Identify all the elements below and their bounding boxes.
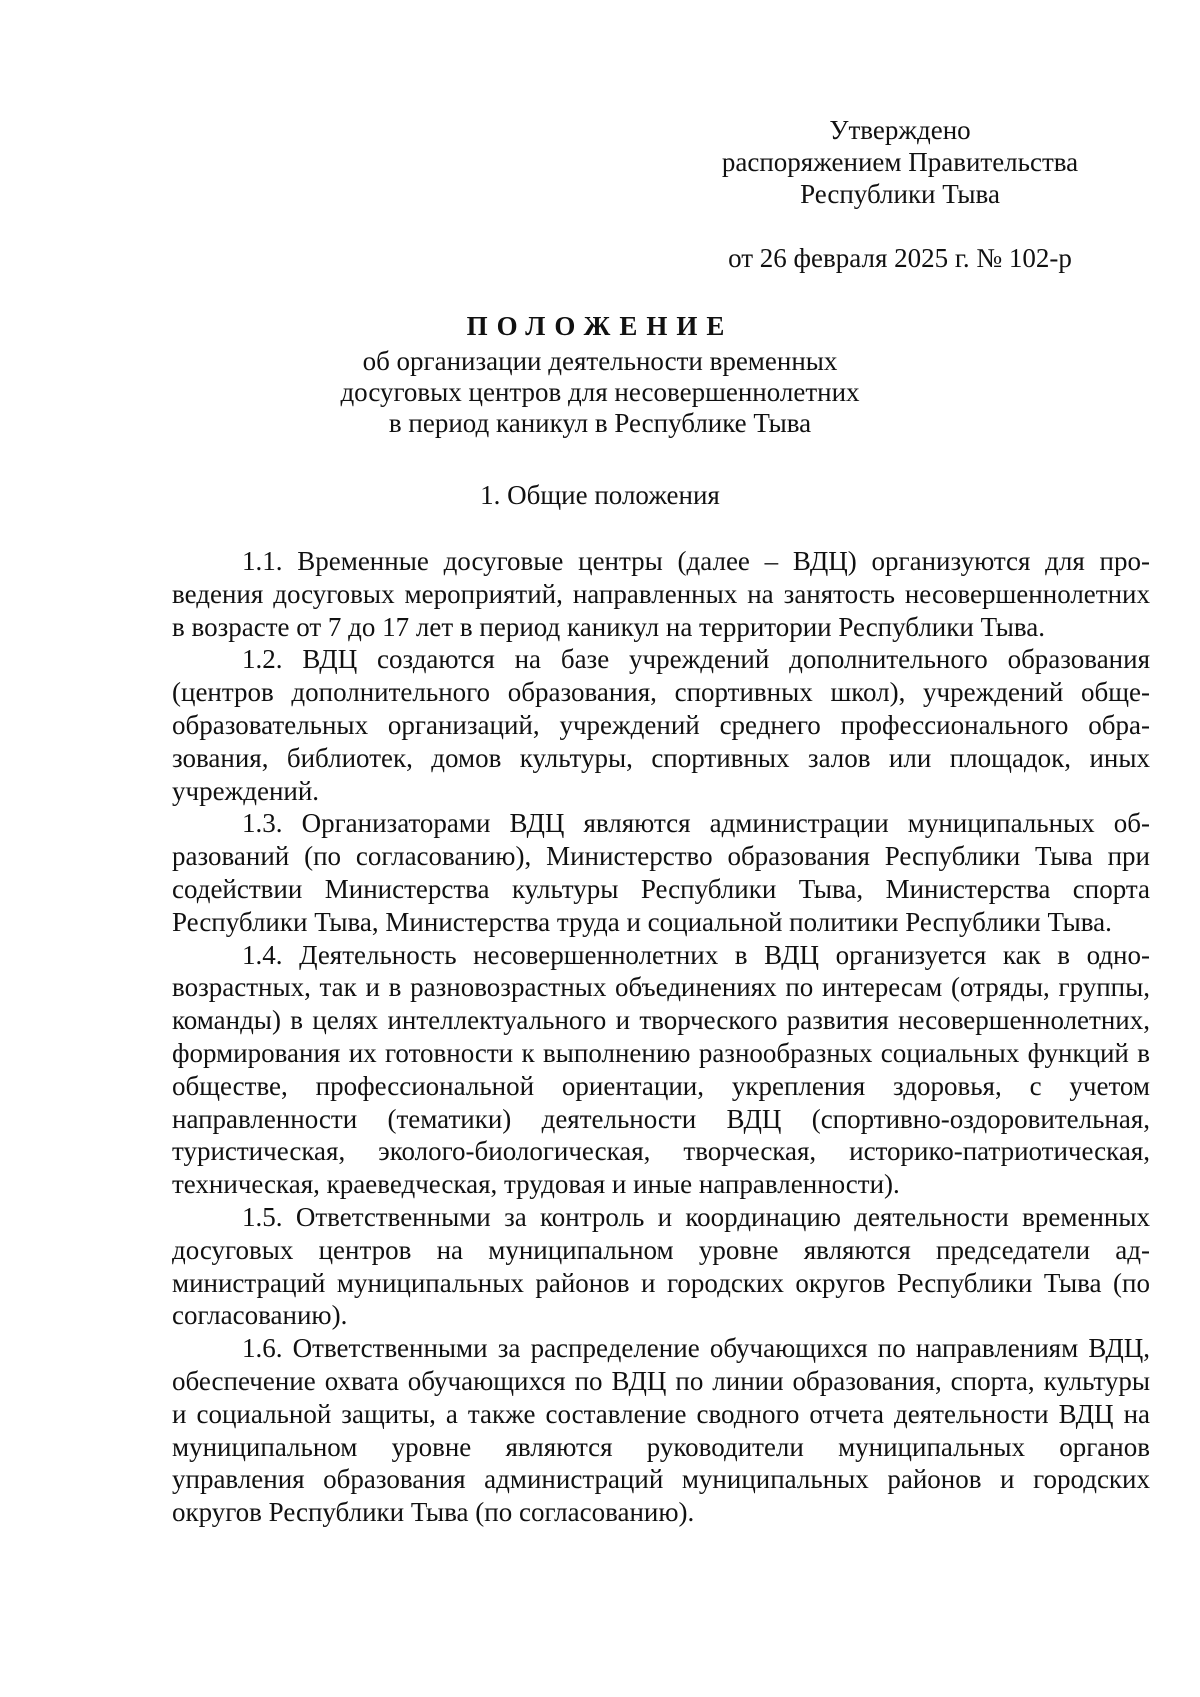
- subtitle-line-2: досуговых центров для несовершеннолетних: [340, 377, 860, 407]
- paragraph-1-3: 1.3. Организаторами ВДЦ являются администрации муниципальных образований (по согласованию), Министерство образования Республики Тыва при содействии Министерства культуры Республики Тыва, Министерства спорта Республики Тыва, Министерства труда и социальной политики Республики Тыва.: [172, 808, 1150, 937]
- document-subtitle: [0, 346, 1200, 439]
- paragraph-1-1: 1.1. Временные досуговые центры (далее – ВДЦ) организуются для проведения досуговых мероприятий, направленных на занятость несовершеннолетних в возрасте от 7 до 17 лет в период каникул на территории Республики Тыва.: [172, 546, 1150, 642]
- subtitle-line-3: в период каникул в Республике Тыва: [388, 408, 812, 438]
- document-title: ПОЛОЖЕНИЕ: [466, 311, 734, 341]
- approval-line-order: распоряжением Правительства: [721, 147, 1079, 177]
- paragraph-1-4: 1.4. Деятельность несовершеннолетних в ВДЦ организуется как в одновозрастных, так и в разновозрастных объединениях по интересам (отряды, группы, команды) в целях интеллектуального и творческого развития несовершеннолетних, формирования их готовности к выполнению разнообразных социальных функций в обществе, профессиональной ориентации, укрепления здоровья, с учетом направленности (тематики) деятельности ВДЦ (спортивно-оздоровительная, туристическая, эколого-биологическая, творческая, историко-патриотическая, техническая, краеведческая, трудовая и иные направленности).: [172, 939, 1150, 1200]
- paragraph-1-6: 1.6. Ответственными за распределение обучающихся по направлениям ВДЦ, обеспечение охвата обучающихся по ВДЦ по линии образования, спорта, культуры и социальной защиты, а также составление сводного отчета деятельности ВДЦ на муниципальном уровне являются руководители муниципальных органов управления образования администраций муниципальных районов и городских округов Республики Тыва (по согласованию).: [172, 1333, 1150, 1528]
- paragraph-1-2: 1.2. ВДЦ создаются на базе учреждений дополнительного образования (центров дополнительного образования, спортивных школ), учреждений общеобразовательных организаций, учреждений среднего профессионального образования, библиотек, домов культуры, спортивных залов или площадок, иных учреждений.: [172, 644, 1150, 806]
- paragraph-1-5: 1.5. Ответственными за контроль и координацию деятельности временных досуговых центров на муниципальном уровне являются председатели администраций муниципальных районов и городских округов Республики Тыва (по согласованию).: [172, 1201, 1150, 1331]
- section-heading: 1. Общие положения: [480, 480, 720, 510]
- section-body: [172, 545, 1150, 1529]
- approval-stamp: [700, 114, 1100, 274]
- approval-line-approved: Утверждено: [829, 115, 971, 145]
- subtitle-line-1: об организации деятельности временных: [362, 346, 838, 376]
- approval-date: от 26 февраля 2025 г. № 102-р: [728, 243, 1072, 273]
- approval-line-republic: Республики Тыва: [800, 179, 1000, 209]
